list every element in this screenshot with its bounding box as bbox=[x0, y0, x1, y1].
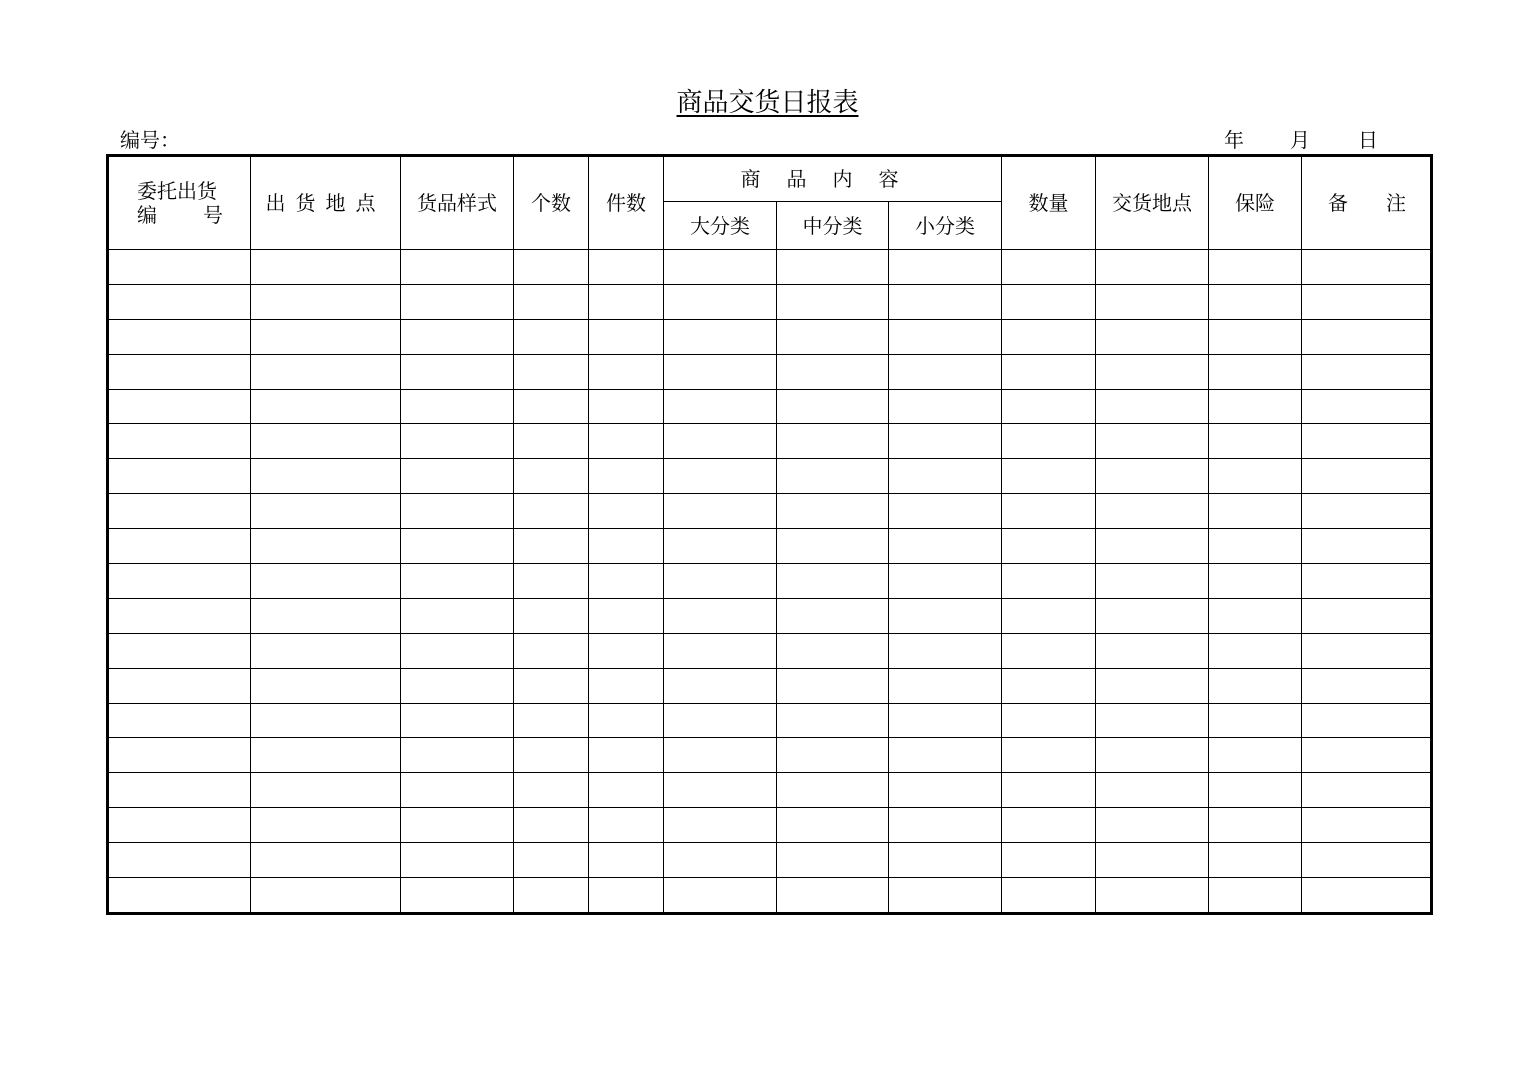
table-cell[interactable] bbox=[664, 843, 777, 878]
table-cell[interactable] bbox=[664, 319, 777, 354]
table-cell[interactable] bbox=[108, 808, 251, 843]
table-cell[interactable] bbox=[777, 598, 889, 633]
table-cell[interactable] bbox=[514, 284, 589, 319]
table-cell[interactable] bbox=[777, 284, 889, 319]
table-cell[interactable] bbox=[401, 494, 514, 529]
table-cell[interactable] bbox=[1302, 319, 1432, 354]
table-cell[interactable] bbox=[1002, 668, 1096, 703]
table-cell[interactable] bbox=[1002, 598, 1096, 633]
table-cell[interactable] bbox=[514, 598, 589, 633]
table-row bbox=[108, 878, 1432, 914]
table-cell[interactable] bbox=[664, 284, 777, 319]
table-row bbox=[108, 703, 1432, 738]
table-cell[interactable] bbox=[514, 564, 589, 599]
table-cell[interactable] bbox=[514, 668, 589, 703]
table-cell[interactable] bbox=[1002, 843, 1096, 878]
table-cell[interactable] bbox=[777, 878, 889, 914]
table-cell[interactable] bbox=[251, 494, 401, 529]
table-cell[interactable] bbox=[664, 878, 777, 914]
table-cell[interactable] bbox=[589, 773, 664, 808]
table-cell[interactable] bbox=[1002, 494, 1096, 529]
table-cell[interactable] bbox=[1002, 738, 1096, 773]
table-cell[interactable] bbox=[889, 668, 1002, 703]
table-cell[interactable] bbox=[589, 529, 664, 564]
table-cell[interactable] bbox=[401, 564, 514, 599]
table-cell[interactable] bbox=[664, 424, 777, 459]
table-cell[interactable] bbox=[664, 633, 777, 668]
table-cell[interactable] bbox=[1302, 424, 1432, 459]
table-cell[interactable] bbox=[514, 354, 589, 389]
table-cell[interactable] bbox=[589, 633, 664, 668]
table-cell[interactable] bbox=[1209, 738, 1302, 773]
table-cell[interactable] bbox=[108, 738, 251, 773]
table-row bbox=[108, 668, 1432, 703]
table-cell[interactable] bbox=[251, 284, 401, 319]
table-cell[interactable] bbox=[1209, 459, 1302, 494]
table-cell[interactable] bbox=[1302, 564, 1432, 599]
table-cell[interactable] bbox=[401, 354, 514, 389]
table-row bbox=[108, 808, 1432, 843]
table-cell[interactable] bbox=[514, 808, 589, 843]
table-cell[interactable] bbox=[889, 529, 1002, 564]
table-cell[interactable] bbox=[108, 843, 251, 878]
table-cell[interactable] bbox=[1002, 878, 1096, 914]
table-row bbox=[108, 564, 1432, 599]
table-cell[interactable] bbox=[1209, 284, 1302, 319]
table-cell[interactable] bbox=[251, 878, 401, 914]
table-cell[interactable] bbox=[1002, 773, 1096, 808]
table-cell[interactable] bbox=[401, 319, 514, 354]
table-row bbox=[108, 319, 1432, 354]
table-cell[interactable] bbox=[777, 668, 889, 703]
table-cell[interactable] bbox=[664, 564, 777, 599]
table-cell[interactable] bbox=[889, 843, 1002, 878]
table-cell[interactable] bbox=[1096, 529, 1209, 564]
header-remark-char2: 注 bbox=[1386, 191, 1407, 215]
table-cell[interactable] bbox=[889, 284, 1002, 319]
table-cell[interactable] bbox=[589, 703, 664, 738]
table-cell[interactable] bbox=[1302, 598, 1432, 633]
table-cell[interactable] bbox=[251, 773, 401, 808]
table-cell[interactable] bbox=[1002, 459, 1096, 494]
table-cell[interactable] bbox=[664, 598, 777, 633]
table-cell[interactable] bbox=[1209, 668, 1302, 703]
header-package-count: 件数 bbox=[589, 156, 664, 250]
table-cell[interactable] bbox=[664, 668, 777, 703]
table-cell[interactable] bbox=[251, 319, 401, 354]
table-cell[interactable] bbox=[777, 459, 889, 494]
table-cell[interactable] bbox=[401, 843, 514, 878]
table-cell[interactable] bbox=[1002, 284, 1096, 319]
table-cell[interactable] bbox=[251, 598, 401, 633]
table-cell[interactable] bbox=[889, 773, 1002, 808]
table-cell[interactable] bbox=[777, 808, 889, 843]
table-cell[interactable] bbox=[889, 598, 1002, 633]
table-cell[interactable] bbox=[514, 529, 589, 564]
table-cell[interactable] bbox=[514, 494, 589, 529]
table-cell[interactable] bbox=[108, 773, 251, 808]
table-cell[interactable] bbox=[108, 250, 251, 285]
table-cell[interactable] bbox=[1302, 494, 1432, 529]
table-cell[interactable] bbox=[589, 598, 664, 633]
table-cell[interactable] bbox=[1096, 878, 1209, 914]
table-cell[interactable] bbox=[589, 250, 664, 285]
table-row bbox=[108, 598, 1432, 633]
header-remark bbox=[1302, 156, 1432, 250]
table-cell[interactable] bbox=[251, 529, 401, 564]
header-mid-category: 中分类 bbox=[777, 202, 889, 250]
table-cell[interactable] bbox=[1002, 250, 1096, 285]
table-cell[interactable] bbox=[1096, 494, 1209, 529]
table-cell[interactable] bbox=[889, 250, 1002, 285]
table-cell[interactable] bbox=[514, 843, 589, 878]
table-cell[interactable] bbox=[108, 598, 251, 633]
table-cell[interactable] bbox=[889, 878, 1002, 914]
table-cell[interactable] bbox=[1096, 564, 1209, 599]
table-cell[interactable] bbox=[889, 319, 1002, 354]
table-cell[interactable] bbox=[1096, 843, 1209, 878]
table-cell[interactable] bbox=[1209, 319, 1302, 354]
table-cell[interactable] bbox=[589, 354, 664, 389]
table-cell[interactable] bbox=[777, 424, 889, 459]
table-cell[interactable] bbox=[401, 703, 514, 738]
table-cell[interactable] bbox=[514, 424, 589, 459]
header-ship-location: 出货地点 bbox=[251, 156, 401, 250]
table-cell[interactable] bbox=[251, 843, 401, 878]
table-cell[interactable] bbox=[1209, 250, 1302, 285]
header-quantity: 数量 bbox=[1002, 156, 1096, 250]
table-cell[interactable] bbox=[664, 808, 777, 843]
table-cell[interactable] bbox=[664, 250, 777, 285]
table-cell[interactable] bbox=[401, 389, 514, 424]
table-cell[interactable] bbox=[108, 389, 251, 424]
table-cell[interactable] bbox=[1096, 319, 1209, 354]
table-cell[interactable] bbox=[589, 808, 664, 843]
table-cell[interactable] bbox=[1302, 773, 1432, 808]
table-cell[interactable] bbox=[777, 773, 889, 808]
table-cell[interactable] bbox=[401, 878, 514, 914]
table-cell[interactable] bbox=[1096, 598, 1209, 633]
table-cell[interactable] bbox=[589, 564, 664, 599]
table-cell[interactable] bbox=[108, 284, 251, 319]
date-month-label: 月 bbox=[1290, 128, 1310, 152]
table-cell[interactable] bbox=[589, 494, 664, 529]
table-cell[interactable] bbox=[1096, 250, 1209, 285]
table-cell[interactable] bbox=[1209, 564, 1302, 599]
table-cell[interactable] bbox=[1096, 389, 1209, 424]
table-cell[interactable] bbox=[108, 424, 251, 459]
header-consign-number bbox=[108, 156, 251, 250]
table-cell[interactable] bbox=[1096, 459, 1209, 494]
header-major-category: 大分类 bbox=[664, 202, 777, 250]
table-cell[interactable] bbox=[401, 459, 514, 494]
table-cell[interactable] bbox=[589, 668, 664, 703]
table-cell[interactable] bbox=[108, 633, 251, 668]
table-cell[interactable] bbox=[1096, 424, 1209, 459]
table-cell[interactable] bbox=[1302, 878, 1432, 914]
table-cell[interactable] bbox=[589, 424, 664, 459]
table-cell[interactable] bbox=[1302, 389, 1432, 424]
table-cell[interactable] bbox=[1096, 738, 1209, 773]
table-cell[interactable] bbox=[514, 459, 589, 494]
table-cell[interactable] bbox=[589, 319, 664, 354]
table-cell[interactable] bbox=[777, 250, 889, 285]
table-cell[interactable] bbox=[889, 459, 1002, 494]
table-cell[interactable] bbox=[664, 494, 777, 529]
serial-number-label: 编号： bbox=[120, 128, 180, 152]
header-piece-count: 个数 bbox=[514, 156, 589, 250]
table-cell[interactable] bbox=[777, 843, 889, 878]
table-row bbox=[108, 738, 1432, 773]
table-cell[interactable] bbox=[1002, 564, 1096, 599]
table-cell[interactable] bbox=[1002, 808, 1096, 843]
table-row bbox=[108, 773, 1432, 808]
table-cell[interactable] bbox=[889, 808, 1002, 843]
table-cell[interactable] bbox=[1096, 354, 1209, 389]
table-cell[interactable] bbox=[251, 668, 401, 703]
table-cell[interactable] bbox=[1302, 808, 1432, 843]
title-text: 商品交货日报表 bbox=[676, 88, 859, 118]
table-row bbox=[108, 424, 1432, 459]
table-cell[interactable] bbox=[1002, 703, 1096, 738]
table-cell[interactable] bbox=[514, 703, 589, 738]
table-cell[interactable] bbox=[777, 494, 889, 529]
table-header-row bbox=[108, 156, 1432, 202]
table-cell[interactable] bbox=[401, 738, 514, 773]
table-cell[interactable] bbox=[1209, 529, 1302, 564]
table-cell[interactable] bbox=[1302, 738, 1432, 773]
table-row bbox=[108, 354, 1432, 389]
table-cell[interactable] bbox=[108, 703, 251, 738]
table-cell[interactable] bbox=[514, 773, 589, 808]
table-cell[interactable] bbox=[889, 354, 1002, 389]
table-cell[interactable] bbox=[251, 564, 401, 599]
header-goods-content: 商品内容 bbox=[664, 156, 1002, 202]
table-cell[interactable] bbox=[1096, 284, 1209, 319]
table-cell[interactable] bbox=[777, 529, 889, 564]
table-cell[interactable] bbox=[664, 389, 777, 424]
header-consign-number-line1: 委托出货 bbox=[137, 179, 217, 203]
table-cell[interactable] bbox=[589, 843, 664, 878]
header-goods-style: 货品样式 bbox=[401, 156, 514, 250]
table-cell[interactable] bbox=[1096, 668, 1209, 703]
table-cell[interactable] bbox=[1302, 843, 1432, 878]
table-cell[interactable] bbox=[108, 668, 251, 703]
table-row bbox=[108, 633, 1432, 668]
table-cell[interactable] bbox=[108, 319, 251, 354]
table-cell[interactable] bbox=[1002, 354, 1096, 389]
table-cell[interactable] bbox=[401, 250, 514, 285]
header-consign-number-char2: 号 bbox=[203, 203, 223, 227]
table-cell[interactable] bbox=[589, 459, 664, 494]
table-cell[interactable] bbox=[1002, 633, 1096, 668]
table-cell[interactable] bbox=[108, 529, 251, 564]
table-cell[interactable] bbox=[251, 459, 401, 494]
table-cell[interactable] bbox=[1209, 843, 1302, 878]
table-cell[interactable] bbox=[401, 808, 514, 843]
table-cell[interactable] bbox=[108, 494, 251, 529]
table-cell[interactable] bbox=[1096, 773, 1209, 808]
table-row bbox=[108, 389, 1432, 424]
table-cell[interactable] bbox=[251, 250, 401, 285]
table-cell[interactable] bbox=[1302, 633, 1432, 668]
table-cell[interactable] bbox=[1302, 529, 1432, 564]
table-cell[interactable] bbox=[889, 494, 1002, 529]
page-title bbox=[0, 86, 1535, 120]
table-cell[interactable] bbox=[251, 738, 401, 773]
table-cell[interactable] bbox=[1209, 494, 1302, 529]
table-cell[interactable] bbox=[889, 703, 1002, 738]
table-cell[interactable] bbox=[777, 389, 889, 424]
date-year-label: 年 bbox=[1224, 128, 1244, 152]
table-cell[interactable] bbox=[251, 633, 401, 668]
table-cell[interactable] bbox=[108, 564, 251, 599]
delivery-report-table bbox=[106, 154, 1433, 915]
table-cell[interactable] bbox=[1209, 633, 1302, 668]
table-cell[interactable] bbox=[401, 633, 514, 668]
table-cell[interactable] bbox=[664, 738, 777, 773]
table-cell[interactable] bbox=[401, 284, 514, 319]
table-body bbox=[108, 250, 1432, 914]
table-row bbox=[108, 494, 1432, 529]
table-row bbox=[108, 459, 1432, 494]
table-cell[interactable] bbox=[664, 773, 777, 808]
table-cell[interactable] bbox=[1002, 424, 1096, 459]
table-cell[interactable] bbox=[889, 564, 1002, 599]
table-cell[interactable] bbox=[108, 459, 251, 494]
table-cell[interactable] bbox=[108, 354, 251, 389]
table-cell[interactable] bbox=[1302, 459, 1432, 494]
table-cell[interactable] bbox=[1002, 529, 1096, 564]
table-cell[interactable] bbox=[1209, 424, 1302, 459]
table-cell[interactable] bbox=[777, 564, 889, 599]
table-cell[interactable] bbox=[401, 668, 514, 703]
table-cell[interactable] bbox=[251, 389, 401, 424]
table-cell[interactable] bbox=[1302, 703, 1432, 738]
table-cell[interactable] bbox=[514, 389, 589, 424]
table-cell[interactable] bbox=[1096, 633, 1209, 668]
table-cell[interactable] bbox=[514, 633, 589, 668]
table-cell[interactable] bbox=[1302, 668, 1432, 703]
table-cell[interactable] bbox=[108, 878, 251, 914]
header-insurance: 保险 bbox=[1209, 156, 1302, 250]
table-cell[interactable] bbox=[1002, 319, 1096, 354]
table-cell[interactable] bbox=[589, 284, 664, 319]
table-cell[interactable] bbox=[401, 424, 514, 459]
table-cell[interactable] bbox=[251, 354, 401, 389]
table-cell[interactable] bbox=[777, 319, 889, 354]
header-minor-category: 小分类 bbox=[889, 202, 1002, 250]
table-row bbox=[108, 529, 1432, 564]
table-cell[interactable] bbox=[1096, 703, 1209, 738]
table-cell[interactable] bbox=[251, 703, 401, 738]
table-cell[interactable] bbox=[777, 354, 889, 389]
table-cell[interactable] bbox=[1209, 598, 1302, 633]
table-cell[interactable] bbox=[251, 424, 401, 459]
table-cell[interactable] bbox=[1209, 878, 1302, 914]
header-consign-number-char1: 编 bbox=[137, 203, 157, 227]
table-cell[interactable] bbox=[777, 703, 889, 738]
table-cell[interactable] bbox=[1209, 389, 1302, 424]
table-row bbox=[108, 843, 1432, 878]
table-cell[interactable] bbox=[664, 529, 777, 564]
table-cell[interactable] bbox=[514, 250, 589, 285]
table-cell[interactable] bbox=[664, 354, 777, 389]
table-cell[interactable] bbox=[251, 808, 401, 843]
table-cell[interactable] bbox=[889, 424, 1002, 459]
table-cell[interactable] bbox=[1096, 808, 1209, 843]
table-cell[interactable] bbox=[1002, 389, 1096, 424]
table-cell[interactable] bbox=[589, 389, 664, 424]
table-cell[interactable] bbox=[1209, 773, 1302, 808]
table-cell[interactable] bbox=[1209, 703, 1302, 738]
table-cell[interactable] bbox=[514, 738, 589, 773]
table-cell[interactable] bbox=[777, 633, 889, 668]
table-cell[interactable] bbox=[589, 738, 664, 773]
table-cell[interactable] bbox=[1209, 808, 1302, 843]
table-cell[interactable] bbox=[401, 529, 514, 564]
table-row bbox=[108, 284, 1432, 319]
table-cell[interactable] bbox=[1209, 354, 1302, 389]
table-cell[interactable] bbox=[1302, 354, 1432, 389]
table-cell[interactable] bbox=[1302, 250, 1432, 285]
table-cell[interactable] bbox=[514, 878, 589, 914]
table-row bbox=[108, 250, 1432, 285]
header-remark-char1: 备 bbox=[1328, 191, 1349, 215]
table-cell[interactable] bbox=[664, 459, 777, 494]
date-day-label: 日 bbox=[1358, 128, 1378, 152]
table-cell[interactable] bbox=[664, 703, 777, 738]
table-cell[interactable] bbox=[889, 389, 1002, 424]
table-cell[interactable] bbox=[514, 319, 589, 354]
header-delivery-location: 交货地点 bbox=[1096, 156, 1209, 250]
table-cell[interactable] bbox=[1302, 284, 1432, 319]
table-cell[interactable] bbox=[401, 598, 514, 633]
table-cell[interactable] bbox=[589, 878, 664, 914]
table-cell[interactable] bbox=[777, 738, 889, 773]
table-cell[interactable] bbox=[401, 773, 514, 808]
table-cell[interactable] bbox=[889, 633, 1002, 668]
table-cell[interactable] bbox=[889, 738, 1002, 773]
